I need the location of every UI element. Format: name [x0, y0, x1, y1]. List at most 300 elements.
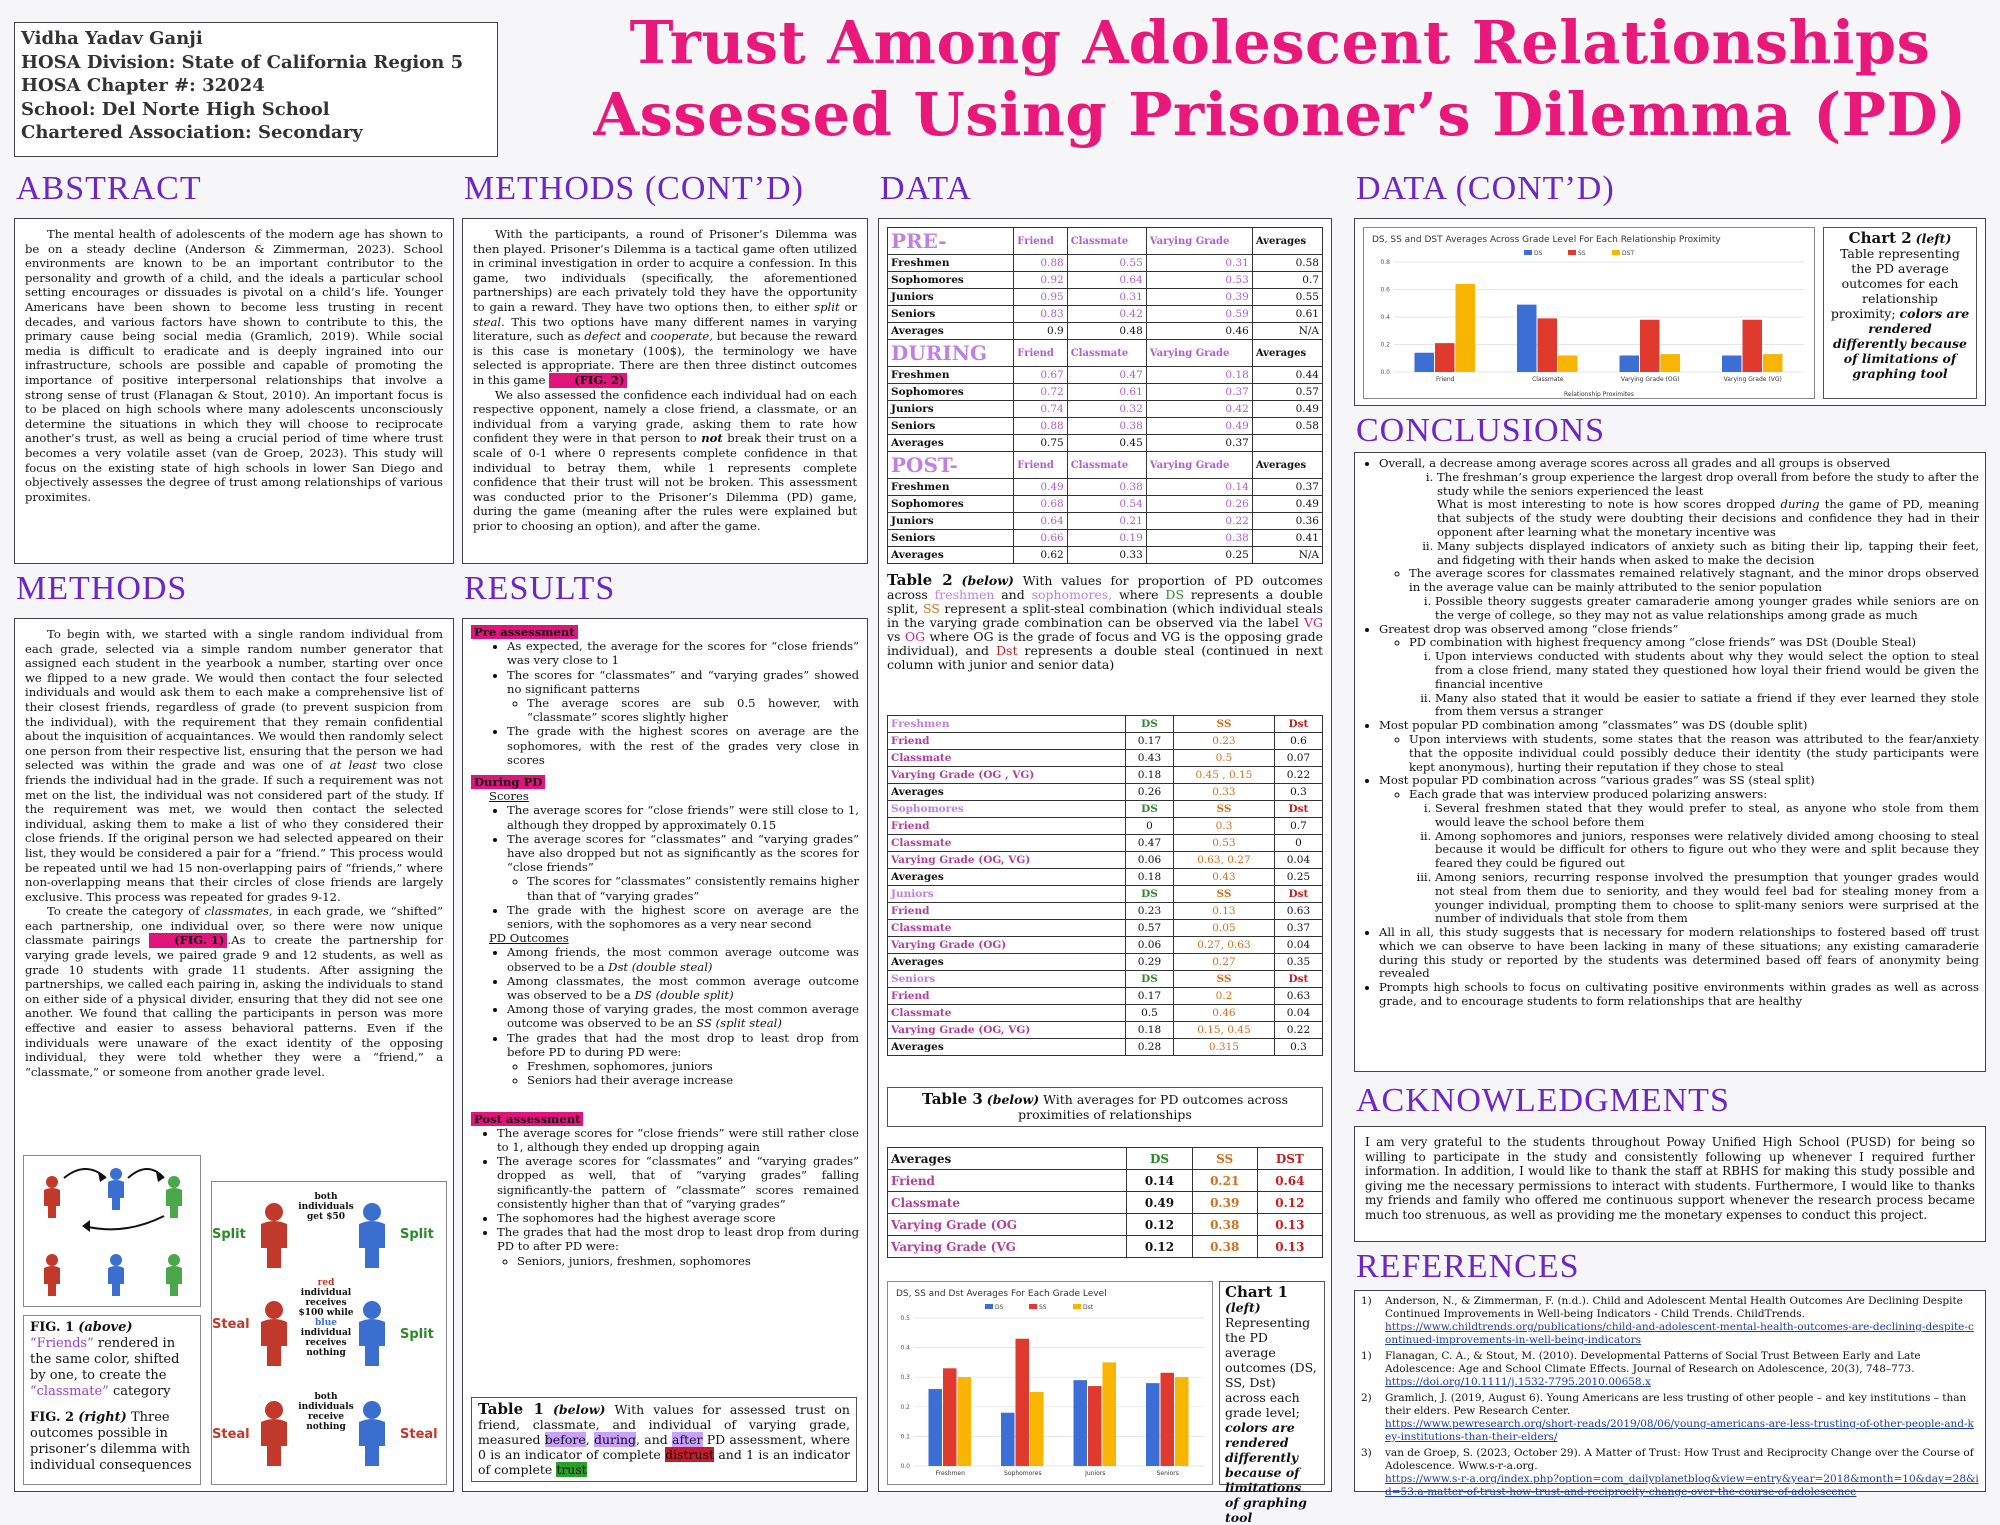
table2-col-dst: Dst: [1274, 801, 1322, 818]
fig1-reference: (FIG. 1): [149, 933, 227, 948]
table2-row-label: Friend: [888, 903, 1126, 920]
during-pd-tag: During PD: [471, 775, 545, 789]
table1-avg-cell: 0.41: [1252, 530, 1322, 547]
table1-row-label: Sophomores: [888, 496, 1014, 513]
table1-row-label: Sophomores: [888, 272, 1014, 289]
table1-cell: 0.66: [1014, 530, 1067, 547]
legend-label: DST: [1622, 250, 1635, 257]
bar: [1456, 284, 1476, 372]
table1-col-header: Classmate: [1067, 452, 1146, 479]
table1-row-label: Averages: [888, 547, 1014, 564]
bar: [929, 1389, 943, 1466]
table2-ss-cell: 0.63, 0.27: [1173, 852, 1274, 869]
table1-cell: 0.32: [1067, 401, 1146, 418]
table2-row-label: Friend: [888, 733, 1126, 750]
y-tick-label: 0.0: [1380, 369, 1390, 376]
table2-ss-cell: 0.2: [1173, 988, 1274, 1005]
table2-ss-cell: 0.05: [1173, 920, 1274, 937]
table2-ds-cell: 0: [1125, 818, 1173, 835]
table-row: [888, 1005, 1323, 1022]
fig2-split-right: Split: [400, 1227, 434, 1242]
table2-dst-cell: 0.7: [1274, 818, 1322, 835]
table2-dst-cell: 0.35: [1274, 954, 1322, 971]
table3-row-label: Classmate: [888, 1192, 1127, 1214]
bar: [1103, 1362, 1117, 1466]
bar: [1074, 1380, 1088, 1466]
table1-col-header: Friend: [1014, 340, 1067, 367]
table-row: [888, 289, 1323, 306]
table1-avg-cell: 0.61: [1252, 306, 1322, 323]
table3-dst-cell: 0.13: [1257, 1236, 1322, 1258]
table2-col-dst: Dst: [1274, 971, 1322, 988]
table2-group-name: Juniors: [888, 886, 1126, 903]
fig2-split-steal-text: red individual receives $100 while blue individual receives nothing: [298, 1278, 354, 1358]
data-contd-box: [1354, 218, 1986, 406]
table2-ds-cell: 0.29: [1125, 954, 1173, 971]
reference-item: [1361, 1350, 1979, 1389]
table3: [887, 1147, 1323, 1258]
table2-ss-cell: 0.13: [1173, 903, 1274, 920]
references-box: [1354, 1290, 1986, 1498]
table2-col-ds: DS: [1125, 801, 1173, 818]
table2-ss-cell: 0.53: [1173, 835, 1274, 852]
acknowledgments-text: I am very grateful to the students throughout Poway Unified High School (PUSD) for being so willing to participate in the study and consistently following up whenever I required further information. In addition, I would like to thank the staff at RBHS for making this study possible and giving me the necessary permissions to interact with students. Furthermore, I would like to thanks my friends and family who offered me continuous support whenever the research process became much too strenuous, as well as providing me the monetary expenses to conduct this project.: [1365, 1135, 1975, 1222]
table1-avg-cell: 0.37: [1252, 479, 1322, 496]
bar: [1435, 343, 1455, 372]
hosa-chapter: HOSA Chapter #: 32024: [21, 75, 265, 96]
table2-ds-cell: 0.43: [1125, 750, 1173, 767]
legend-swatch: [1524, 250, 1532, 255]
table1-cell: 0.49: [1014, 479, 1067, 496]
table-row: [888, 937, 1323, 954]
table1-cell: 0.39: [1146, 289, 1252, 306]
table3-ds-cell: 0.12: [1127, 1236, 1192, 1258]
reference-number: 1): [1361, 1295, 1372, 1307]
table1-cell: 0.59: [1146, 306, 1252, 323]
table-row: [888, 418, 1323, 435]
fig-captions: FIG. 1 (above) “Friends” rendered in the same color, shifted by one, to create the “classmate” category FIG. 2 (right) Three outcomes possible in prisoner’s dilemma with individual consequences: [23, 1315, 201, 1485]
table-row: [888, 1214, 1323, 1236]
fig2-diagram: [211, 1181, 447, 1485]
table2-row-label: Classmate: [888, 750, 1126, 767]
table2-row-label: Classmate: [888, 920, 1126, 937]
table1-cell: 0.74: [1014, 401, 1067, 418]
table2-ds-cell: 0.18: [1125, 1022, 1173, 1039]
table1-cell: 0.75: [1014, 435, 1067, 452]
table-row: [888, 323, 1323, 340]
chart1-panel: [887, 1281, 1213, 1485]
bar: [1175, 1377, 1189, 1466]
table1-row-label: Freshmen: [888, 367, 1014, 384]
acknowledgments-heading: ACKNOWLEDGMENTS: [1356, 1082, 1730, 1119]
y-tick-label: 0.1: [900, 1433, 910, 1441]
fig1-diagram: [23, 1155, 201, 1307]
table1-cell: 0.92: [1014, 272, 1067, 289]
reference-link[interactable]: https://doi.org/10.1111/j.1532-7795.2010.00658.x: [1385, 1376, 1651, 1388]
legend-swatch: [985, 1304, 993, 1309]
y-tick-label: 0.6: [1380, 286, 1390, 294]
table-row: [888, 367, 1323, 384]
table1-cell: 0.64: [1067, 272, 1146, 289]
table2-ss-cell: 0.46: [1173, 1005, 1274, 1022]
table1-col-header: Averages: [1252, 228, 1322, 255]
acknowledgments-box: [1354, 1126, 1986, 1242]
table2-group-header: [888, 716, 1323, 733]
bar: [1743, 320, 1763, 372]
table3-dst-cell: 0.13: [1257, 1214, 1322, 1236]
table2-ds-cell: 0.17: [1125, 733, 1173, 750]
reference-link[interactable]: https://www.childtrends.org/publications/child-and-adolescent-mental-health-outcomes-are-declining-despite-continued-improvements-in-well-being-indicators: [1385, 1321, 1974, 1346]
table3-col-ds: DS: [1127, 1148, 1192, 1170]
table2-dst-cell: 0.04: [1274, 852, 1322, 869]
table2-ds-cell: 0.18: [1125, 767, 1173, 784]
table2-ss-cell: 0.45 , 0.15: [1173, 767, 1274, 784]
table1-cell: 0.26: [1146, 496, 1252, 513]
table3-ds-cell: 0.12: [1127, 1214, 1192, 1236]
reference-text: van de Groep, S. (2023, October 29). A Matter of Trust: How Trust and Reciprocity Change over the Course of Adolescence. Www.s-r-a.org.: [1385, 1447, 1974, 1472]
bar: [1538, 318, 1558, 372]
bar: [1146, 1383, 1160, 1466]
table1-cell: 0.38: [1146, 530, 1252, 547]
table2-dst-cell: 0.6: [1274, 733, 1322, 750]
table-row: [888, 784, 1323, 801]
table1-cell: 0.88: [1014, 255, 1067, 272]
table2-ss-cell: 0.3: [1173, 818, 1274, 835]
table1-col-header: Classmate: [1067, 340, 1146, 367]
table-row: [888, 1236, 1323, 1258]
table3-col-dst: DST: [1257, 1148, 1322, 1170]
table2-row-label: Averages: [888, 1039, 1126, 1056]
table2-row-label: Classmate: [888, 835, 1126, 852]
table1-cell: 0.42: [1146, 401, 1252, 418]
table2-dst-cell: 0.07: [1274, 750, 1322, 767]
chart2-caption: Chart 2 (left) Table representing the PD average outcomes for each relationship proximity; colors are rendered differently because of limitations of graphing tool: [1823, 227, 1977, 399]
table3-ds-cell: 0.14: [1127, 1170, 1192, 1192]
bar: [1030, 1392, 1044, 1466]
methods-text: To begin with, we started with a single random individual from each grade, selected via a simple random number generator that assigned each student in the yearbook a number, starting over once we flipped to a new grade. We would then contact the four selected individuals and would ask them to each make a comprehensive list of their closest friends, regardless of grade (to prevent suspicion from the individual), with the requirement that they remain confidential about the inquisition of acquaintances. We would then randomly select one person from their respective list, ensuring that the person we had selected was within the grade and was one of at least two close friends the individual had in the grade. If such a requirement was not met on the list, the individual was not considered part of the study. If the requirement was met, we would then contact the selected individual, asking them to make a list of who they considered their close friends. If the original person we had selected appeared on their list, they would be considered a pair for a “friend.” This process would be repeated until we had 15 non-overlapping pairs of “friends,” where non-overlapping means that their circles of close friends are largely exclusive. This process was repeated for grades 9-12. To create the category of classmates, in each grade, we “shifted” each partnership, one individual over, so there were now unique classmate pairings (FIG. 1) .As to create the partnership for varying grade levels, we paired grade 9 and 12 students, as well as grade 10 students with grade 11 students. After assigning the partnerships, we called each pairing in, asking the individuals to stand on either side of a physical divider, ensuring that they did not see one another. We found that calling the participants in person was more effective and easier to assess behavioral patterns. Even if the individuals were unaware of the exact identity of the opposing individual, they were told whether they were a “friend,” a “classmate,” or someone from another grade level.: [25, 627, 443, 1079]
bar: [1001, 1413, 1015, 1466]
table2-row-label: Varying Grade (OG, VG): [888, 1022, 1126, 1039]
table2-dst-cell: 0.3: [1274, 784, 1322, 801]
table1-section-header: [888, 340, 1323, 367]
y-tick-label: 0.5: [900, 1315, 910, 1322]
table1-cell: 0.49: [1146, 418, 1252, 435]
x-tick-label: Seniors: [1156, 1470, 1179, 1477]
reference-text: Flanagan, C. A., & Stout, M. (2010). Developmental Patterns of Social Trust Between Early and Late Adolescence: Age and School Climate Effects. Journal of Research on Adolescence, 20(3), 748–773.: [1385, 1350, 1921, 1375]
reference-number: 3): [1361, 1447, 1372, 1459]
fig2-reference: (FIG. 2): [549, 373, 627, 388]
table1-cell: 0.9: [1014, 323, 1067, 340]
y-tick-label: 0.0: [900, 1463, 910, 1470]
table1-row-label: Averages: [888, 435, 1014, 452]
table2-caption: Table 2 (below) With values for proportion of PD outcomes across freshmen and sophomores, where DS represents a double split, SS represent a split-steal combination (which individual steals in the varying grade combination can be observed via the label VG vs OG where OG is the grade of focus and VG is the opposing grade individual), and Dst represents a double steal (continued in next column with junior and senior data): [887, 571, 1324, 672]
bar: [1161, 1373, 1175, 1466]
table1-avg-cell: 0.49: [1252, 401, 1322, 418]
table-row: [888, 547, 1323, 564]
table2-row-label: Friend: [888, 818, 1126, 835]
table2-col-ss: SS: [1173, 971, 1274, 988]
table-row: [888, 384, 1323, 401]
table1-cell: 0.53: [1146, 272, 1252, 289]
table1-section-name: POST-: [888, 452, 1014, 479]
reference-item: [1361, 1295, 1979, 1347]
table2-ds-cell: 0.5: [1125, 1005, 1173, 1022]
author-name: Vidha Yadav Ganji: [21, 28, 203, 49]
bar: [1558, 356, 1578, 373]
table2-row-label: Averages: [888, 869, 1126, 886]
table2-dst-cell: 0: [1274, 835, 1322, 852]
table2-ss-cell: 0.27: [1173, 954, 1274, 971]
table2-dst-cell: 0.63: [1274, 988, 1322, 1005]
table3-header: [888, 1148, 1323, 1170]
table2-group-name: Seniors: [888, 971, 1126, 988]
table1-col-header: Varying Grade: [1146, 228, 1252, 255]
table1-cell: 0.19: [1067, 530, 1146, 547]
reference-link[interactable]: https://www.pewresearch.org/short-reads/2019/08/06/young-americans-are-less-trusting-of-other-people-and-key-institutions-than-their-elders/: [1385, 1418, 1974, 1443]
abstract-text: The mental health of adolescents of the modern age has shown to be on a steady decline (Anderson & Zimmerman, 2023). School environments are known to be an important contributor to the personality and growth of a child, and the ideals a particular school setting encourages or dissuades is pivotal on a child’s life. Younger Americans have been shown to become less trusting in recent decades, and various factors have shown to contribute to this, the primary cause being social media (Gramlich, 2019). While social media is difficult to eradicate and is deeply ingrained into our infrastructure, schools are possible and capable of promoting the importance of positive interpersonal relationships that involve a strong sense of trust (Flanagan & Stout, 2010). An important focus is to be placed on high schools where many adolescents unconsciously determine the situations in which they will choose to reciprocate another’s trust, as well as being a crucial period of time where trust becomes a very volatile asset (van de Groep, 2023). This study will focus on the existing state of high schools in lower San Diego and objectively assesses the degree of trust among relationships of various proximites.: [25, 227, 443, 504]
table1-col-header: Classmate: [1067, 228, 1146, 255]
table2-group-header: [888, 886, 1323, 903]
bar: [1722, 356, 1742, 373]
table2-ds-cell: 0.47: [1125, 835, 1173, 852]
table1-col-header: Averages: [1252, 452, 1322, 479]
conclusions-heading: CONCLUSIONS: [1356, 412, 1606, 449]
table1-cell: 0.22: [1146, 513, 1252, 530]
table2-dst-cell: 0.04: [1274, 937, 1322, 954]
reference-body: [1385, 1295, 1979, 1347]
table1-section-header: [888, 228, 1323, 255]
legend-swatch: [1029, 1304, 1037, 1309]
table2-row-label: Varying Grade (OG , VG): [888, 767, 1126, 784]
chart1: [888, 1282, 1214, 1486]
table1-cell: 0.55: [1067, 255, 1146, 272]
table-row: [888, 401, 1323, 418]
x-tick-label: Varying Grade (OG): [1620, 376, 1680, 383]
table-row: [888, 479, 1323, 496]
x-tick-label: Sophomores: [1004, 1470, 1042, 1477]
table2-col-ss: SS: [1173, 886, 1274, 903]
chart2: [1364, 228, 1816, 400]
table1-col-header: Friend: [1014, 228, 1067, 255]
table1-avg-cell: 0.58: [1252, 255, 1322, 272]
table1-cell: 0.25: [1146, 547, 1252, 564]
table1-cell: 0.54: [1067, 496, 1146, 513]
fig2-both-steal: both individuals receive nothing: [298, 1392, 354, 1432]
table2-dst-cell: 0.04: [1274, 1005, 1322, 1022]
reference-text: Anderson, N., & Zimmerman, F. (n.d.). Child and Adolescent Mental Health Outcomes Are Declining Despite Continued Improvements in Well-being Indicators - Child Trends. ChildTrends.: [1385, 1295, 1963, 1320]
methods-box: [14, 618, 454, 1492]
data-contd-heading: DATA (CONT’D): [1356, 170, 1615, 207]
table1-col-header: Varying Grade: [1146, 452, 1252, 479]
fig2-both-split: both individuals get $50: [298, 1192, 354, 1222]
reference-item: [1361, 1392, 1979, 1444]
table1-row-label: Freshmen: [888, 255, 1014, 272]
y-tick-label: 0.2: [900, 1403, 910, 1411]
table-row: [888, 835, 1323, 852]
table1-cell: 0.37: [1146, 384, 1252, 401]
table3-ss-cell: 0.39: [1192, 1192, 1257, 1214]
table-row: [888, 869, 1323, 886]
table2-ds-cell: 0.06: [1125, 852, 1173, 869]
table2-group-name: Sophomores: [888, 801, 1126, 818]
table1-avg-cell: N/A: [1252, 323, 1322, 340]
table1-row-label: Freshmen: [888, 479, 1014, 496]
x-tick-label: Varying Grade (VG): [1723, 376, 1782, 383]
author-info-box: [14, 22, 498, 157]
reference-number: 2): [1361, 1392, 1372, 1404]
table-row: [888, 1039, 1323, 1056]
y-tick-label: 0.3: [900, 1374, 910, 1382]
table1-row-label: Juniors: [888, 289, 1014, 306]
table3-col-ss: SS: [1192, 1148, 1257, 1170]
table3-row-label: Friend: [888, 1170, 1127, 1192]
table2-ss-cell: 0.5: [1173, 750, 1274, 767]
table1-avg-cell: 0.36: [1252, 513, 1322, 530]
table1-cell: 0.64: [1014, 513, 1067, 530]
table-row: [888, 272, 1323, 289]
fig2-steal-right: Steal: [400, 1427, 438, 1442]
x-tick-label: Juniors: [1085, 1470, 1106, 1477]
table1-section-name: DURING: [888, 340, 1014, 367]
table2-ss-cell: 0.43: [1173, 869, 1274, 886]
table2-dst-cell: 0.3: [1274, 1039, 1322, 1056]
y-tick-label: 0.4: [1380, 314, 1390, 321]
table-row: [888, 1192, 1323, 1214]
table1-avg-cell: N/A: [1252, 547, 1322, 564]
table2-group-header: [888, 971, 1323, 988]
table2-group-name: Freshmen: [888, 716, 1126, 733]
table2-ss-cell: 0.23: [1173, 733, 1274, 750]
reference-link[interactable]: https://www.s-r-a.org/index.php?option=com_dailyplanetblog&view=entry&year=2018&month=10&day=28&id=53:a-matter-of-trust-how-trust-and-reciprocity-change-over-the-course-of-adolescence: [1385, 1473, 1979, 1498]
table-row: [888, 306, 1323, 323]
bar: [1517, 305, 1537, 372]
table3-dst-cell: 0.12: [1257, 1192, 1322, 1214]
table-row: [888, 1022, 1323, 1039]
table1-cell: 0.88: [1014, 418, 1067, 435]
table1-cell: 0.42: [1067, 306, 1146, 323]
table1-cell: 0.14: [1146, 479, 1252, 496]
legend-label: SS: [1039, 1304, 1047, 1311]
table1-row-label: Juniors: [888, 513, 1014, 530]
table1-avg-cell: 0.57: [1252, 384, 1322, 401]
table2-dst-cell: 0.25: [1274, 869, 1322, 886]
y-tick-label: 0.8: [1380, 259, 1390, 266]
table1-cell: 0.62: [1014, 547, 1067, 564]
table3-dst-cell: 0.64: [1257, 1170, 1322, 1192]
table2-row-label: Varying Grade (OG): [888, 937, 1126, 954]
table1-cell: 0.45: [1067, 435, 1146, 452]
chartered-association: Chartered Association: Secondary: [21, 122, 363, 143]
references-heading: REFERENCES: [1356, 1248, 1580, 1285]
results-heading: RESULTS: [464, 570, 616, 607]
bar: [1415, 353, 1435, 372]
reference-text: Gramlich, J. (2019, August 6). Young Americans are less trusting of other people – and key institutions – than their elders. Pew Research Center.: [1385, 1392, 1967, 1417]
table-row: [888, 852, 1323, 869]
y-tick-label: 0.2: [1380, 341, 1390, 349]
data-heading: DATA: [880, 170, 972, 207]
table-row: [888, 435, 1323, 452]
table1-cell: 0.68: [1014, 496, 1067, 513]
table2-col-dst: Dst: [1274, 716, 1322, 733]
table1: [887, 227, 1323, 564]
methods-heading: METHODS: [16, 570, 188, 607]
table-row: [888, 1170, 1323, 1192]
post-assessment-tag: Post assessment: [471, 1112, 583, 1126]
table2-ss-cell: 0.27, 0.63: [1173, 937, 1274, 954]
table2-ds-cell: 0.57: [1125, 920, 1173, 937]
table-row: [888, 903, 1323, 920]
table1-cell: 0.37: [1146, 435, 1252, 452]
table3-caption: Table 3 (below) With averages for PD outcomes across proximities of relationships: [887, 1087, 1323, 1127]
table2-ds-cell: 0.18: [1125, 869, 1173, 886]
table1-cell: 0.31: [1146, 255, 1252, 272]
table2-ds-cell: 0.06: [1125, 937, 1173, 954]
reference-body: [1385, 1350, 1979, 1389]
methods-contd-heading: METHODS (CONT’D): [464, 170, 804, 207]
table-row: [888, 750, 1323, 767]
results-box: Pre assessment • As expected, the average for the scores for “close friends” was very close to 1 • The scores for “classmates” and “varying grades” showed no significant patterns ◦ The average scores are sub 0.5 however, with “classmate” scores slightly higher • The grade with the highest scores on average are the sophomores, with the rest of the grades very close in scores During PD Scores • The average scores for “close friends” were still close to 1, although they dropped by approximately 0.15 • The average scores for “classmates” and “varying grades” have also dropped but not as significantly as the scores for “close friends” ◦ The scores for “classmates” consistently remains higher than that of “varying grades” • The grade with the highest score on average are the seniors, with the sophomores as a very near second PD Outcomes • Among friends, the most common average outcome was observed to be a Dst (double steal) • Among classmates, the most common average outcome was observed to be a DS (double split) • Among those of varying grades, the most common average outcome was observed to be an SS (split steal) • The grades that had the most drop to least drop from before PD to during PD were: ◦ Freshmen, sophomores, juniors ◦ Seniors had their average increase Post assessment • The average scores for “close friends” were still rather close to 1, although they ended up dropping again • The average scores for “classmates” and “varying grades” dropped as well, that of “varying grades” falling significantly-the pattern of “classmate” scores remained consistently higher than that of “varying grades” • The sophomores had the highest average score • The grades that had the most drop to least drop from during PD to after PD were: ◦ Seniors, juniors, freshmen, sophomores Table 1 (below) With values for assessed trust on friend, classmate, and individual of varying grade, measured before, during, and after PD assessment, where 0 is an indicator of complete distrust and 1 is an indicator of complete trust: [462, 618, 868, 1492]
table2-ss-cell: 0.33: [1173, 784, 1274, 801]
legend-swatch: [1073, 1304, 1081, 1309]
table1-cell: 0.31: [1067, 289, 1146, 306]
table1-row-label: Seniors: [888, 530, 1014, 547]
table-row: [888, 496, 1323, 513]
table1-col-header: Averages: [1252, 340, 1322, 367]
table3-ss-cell: 0.21: [1192, 1170, 1257, 1192]
table2-ds-cell: 0.26: [1125, 784, 1173, 801]
table2-group-header: [888, 801, 1323, 818]
table2-row-label: Averages: [888, 784, 1126, 801]
reference-body: [1385, 1447, 1979, 1499]
table1-section-name: PRE-: [888, 228, 1014, 255]
table-row: [888, 988, 1323, 1005]
table1-col-header: Varying Grade: [1146, 340, 1252, 367]
table1-cell: 0.67: [1014, 367, 1067, 384]
table1-avg-cell: 0.58: [1252, 418, 1322, 435]
table1-row-label: Seniors: [888, 306, 1014, 323]
table1-avg-cell: [1252, 435, 1322, 452]
table1-row-label: Averages: [888, 323, 1014, 340]
chart-title: DS, SS and DST Averages Across Grade Level For Each Relationship Proximity: [1372, 235, 1721, 245]
methods-contd-p2: We also assessed the confidence each individual had on each respective opponent, namely a close friend, a classmate, or an individual from a varying grade, asking them to rate how confident they were in that person to not break their trust on a scale of 0-1 where 0 represents complete confidence in that individual to betray them, while 1 represents complete confidence that their trust will not be broken. This assessment was conducted prior to the Prisoner’s Dilemma (PD) game, during the game (meaning after the rules were explained but prior to choosing an option), and after the game.: [473, 387, 858, 533]
abstract-heading: ABSTRACT: [16, 170, 202, 207]
legend-swatch: [1568, 250, 1576, 255]
table2-col-ss: SS: [1173, 801, 1274, 818]
table2-col-ds: DS: [1125, 886, 1173, 903]
table-row: [888, 954, 1323, 971]
table1-avg-cell: 0.44: [1252, 367, 1322, 384]
table1-avg-cell: 0.55: [1252, 289, 1322, 306]
methods-contd-box: [462, 218, 868, 564]
bar: [958, 1377, 972, 1466]
table1-row-label: Juniors: [888, 401, 1014, 418]
table1-col-header: Friend: [1014, 452, 1067, 479]
table3-row-label: Varying Grade (OG: [888, 1214, 1127, 1236]
table2-ss-cell: 0.315: [1173, 1039, 1274, 1056]
legend-label: SS: [1578, 250, 1586, 257]
table-row: [888, 255, 1323, 272]
table1-row-label: Sophomores: [888, 384, 1014, 401]
table1-section-header: [888, 452, 1323, 479]
table2-dst-cell: 0.37: [1274, 920, 1322, 937]
table1-cell: 0.61: [1067, 384, 1146, 401]
y-tick-label: 0.4: [900, 1344, 910, 1352]
abstract-box: [14, 218, 454, 564]
reference-body: [1385, 1392, 1979, 1444]
bar: [943, 1368, 957, 1466]
bar: [1763, 354, 1783, 372]
table-row: [888, 920, 1323, 937]
